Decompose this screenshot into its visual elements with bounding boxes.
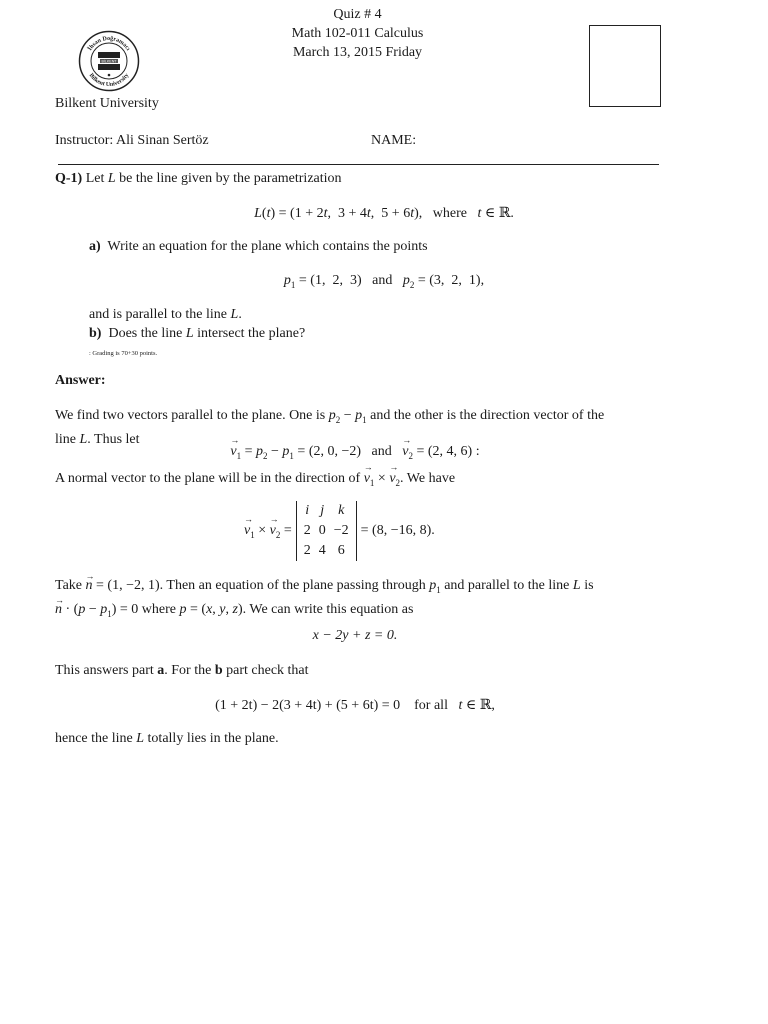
equation-where: where bbox=[432, 206, 467, 221]
points-and: and bbox=[372, 273, 393, 288]
parallel-text: and is parallel to the line bbox=[89, 307, 228, 322]
check-equation: (1 + 2t) − 2(3 + 4t) + (5 + 6t) = 0 for all t ∈ ℝ, bbox=[215, 698, 495, 713]
answer-paragraph-5: hence the line L totally lies in the plane. bbox=[55, 731, 279, 746]
seal-center-text: BİLKENT bbox=[101, 59, 117, 64]
answer-paragraph-1: We find two vectors parallel to the plane. One is $p_2 - p_1$ and the other is the direction vector of the line L. Thus let bbox=[55, 408, 605, 447]
answer-heading: Answer: bbox=[55, 373, 106, 388]
quiz-title: Quiz # 4 bbox=[333, 7, 382, 22]
part-a-text: Write an equation for the plane which contains the points bbox=[107, 239, 428, 254]
part-b: b) Does the line L intersect the plane? bbox=[89, 326, 306, 341]
part-a bbox=[89, 239, 428, 255]
grade-box bbox=[589, 25, 661, 107]
university-seal bbox=[78, 30, 140, 92]
part-b-label: b) bbox=[89, 326, 102, 341]
part-a-label: a) bbox=[89, 239, 101, 254]
points-equation: $p_1 = (1$, 2, 3) and $p_2 = (3$, 2, 1), bbox=[283, 273, 485, 290]
parallel-line: and is parallel to the line L. bbox=[89, 307, 242, 322]
question-label: Q-1) bbox=[55, 171, 83, 186]
part-b-text-rest: intersect the plane? bbox=[197, 326, 306, 341]
plane-equation: x − 2y + z = 0. bbox=[312, 628, 398, 643]
instructor-label: Instructor: Ali Sinan Sertöz bbox=[55, 133, 209, 148]
grading-note: : Grading is 70+30 points. bbox=[89, 350, 158, 357]
determinant-result: = (8, −16, 8). bbox=[360, 523, 435, 538]
header-rule bbox=[58, 164, 659, 165]
seal-top-text: İhsan Doğramacı bbox=[87, 35, 131, 52]
question-intro: Let bbox=[85, 171, 105, 186]
answer-paragraph-2: A normal vector to the plane will be in the direction of → $v_1$ × → $v_2$. We have bbox=[55, 471, 455, 488]
part-b-text: Does the line bbox=[108, 326, 183, 341]
exam-date: March 13, 2015 Friday bbox=[292, 45, 423, 60]
course-title: Math 102-011 Calculus bbox=[291, 26, 424, 41]
question-line: Q-1) Let L be the line given by the parametrization bbox=[55, 171, 342, 186]
answer-paragraph-3: Take → n = (1, −2, 1). Then an equation of the plane passing through $p_1$ and parallel to the line L is → $n \cdot (p - p_1) = 0$ where p = (x, y, z). We can write this equation as bbox=[55, 576, 665, 624]
parametrization-equation: L(t) = (1 + 2t, 3 + 4t, 5 + 6t), where t ∈ ℝ. bbox=[254, 206, 514, 221]
seal-bottom-text: Bilkent University bbox=[87, 72, 131, 89]
determinant-matrix: i j k 2 0 −2 2 4 6 bbox=[296, 501, 357, 561]
svg-text:İhsan Doğramacı bbox=[86, 35, 131, 52]
seal-icon bbox=[78, 30, 140, 92]
question-intro-rest: be the line given by the parametrization bbox=[119, 171, 342, 186]
vectors-equation: → $v_1 = p_2 - p_1 = (2$, 0, −2) and → $v_2 = (2$, 4, 6) : bbox=[0, 444, 710, 461]
name-label: NAME: bbox=[371, 133, 417, 148]
answer-paragraph-4: This answers part a. For the b part check that bbox=[55, 663, 309, 678]
university-name: Bilkent University bbox=[55, 96, 159, 111]
exam-header bbox=[250, 5, 465, 62]
cross-product: → $v_1$ × → $v_2$ = i j k 2 0 −2 2 4 6 = (8, −16, 8). bbox=[244, 500, 435, 562]
